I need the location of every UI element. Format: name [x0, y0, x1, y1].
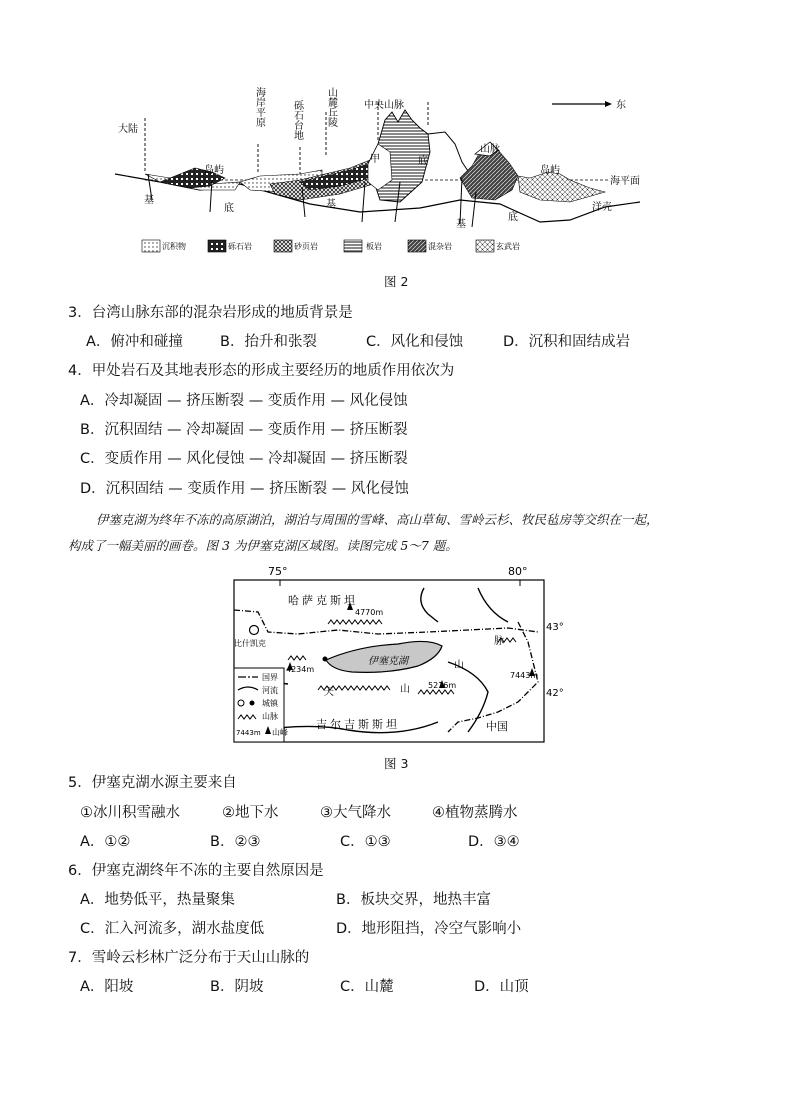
q4-option-d: D．沉积固结 — 变质作用 — 挤压断裂 — 风化侵蚀 — [80, 481, 409, 497]
figure-2-cross-section — [100, 82, 680, 260]
passage-line-1: 伊塞克湖为终年不冻的高原湖泊，湖泊与周围的雪峰、高山草甸、雪岭云杉、牧民毡房等交织在一起， — [96, 512, 659, 527]
q5-item-4: ④植物蒸腾水 — [432, 805, 518, 821]
q5-item-3: ③大气降水 — [320, 805, 391, 821]
q3-option-d: D．沉积和固结成岩 — [503, 334, 631, 350]
q5-option-a: A．①② — [80, 834, 131, 850]
peak-2-label: 4234m — [286, 665, 315, 674]
q5-option-c: C．①③ — [340, 834, 391, 850]
bottom-label-3: 底 — [508, 212, 518, 223]
q6-option-d: D．地形阻挡，冷空气影响小 — [336, 921, 522, 937]
svg-text:板岩: 板岩 — [366, 242, 382, 251]
central-range-label: 中央山脉 — [364, 100, 404, 111]
q7-option-b: B．阴坡 — [210, 979, 264, 995]
svg-text:山脉: 山脉 — [262, 712, 278, 721]
q5-item-1: ①冰川积雪融水 — [80, 805, 180, 821]
mainland-label: 大陆 — [118, 124, 138, 135]
q5-option-d: D．③④ — [468, 834, 520, 850]
svg-text:玄武岩: 玄武岩 — [496, 242, 520, 251]
question-7-stem: 7．雪岭云杉林广泛分布于天山山脉的 — [68, 950, 310, 966]
q6-option-c: C．汇入河流多，湖水盐度低 — [80, 921, 265, 937]
figure-3-legend — [234, 668, 288, 742]
town-dot-icon — [323, 657, 328, 662]
q4-option-a: A．冷却凝固 — 挤压断裂 — 变质作用 — 风化侵蚀 — [80, 393, 408, 409]
jia-label: 甲 — [370, 154, 380, 165]
question-4-stem: 4．甲处岩石及其地表形态的形成主要经历的地质作用依次为 — [68, 363, 455, 379]
passage-line-2: 构成了一幅美丽的画卷。图 3 为伊塞克湖区域图。读图完成 5～7 题。 — [68, 538, 458, 553]
bishkek-city-icon — [250, 626, 259, 635]
q7-option-a: A．阳坡 — [80, 979, 134, 995]
island-left-label: 岛屿 — [204, 165, 224, 176]
svg-text:国界: 国界 — [262, 673, 278, 682]
peak-1-label: 4770m — [355, 608, 384, 617]
svg-text:7443m: 7443m — [236, 729, 261, 737]
q4-option-b: B．沉积固结 — 冷却凝固 — 变质作用 — 挤压断裂 — [80, 422, 408, 438]
figure-2-caption: 图 2 — [384, 274, 409, 289]
bottom-label-1: 底 — [224, 203, 234, 214]
basement-label-3: 基 — [456, 219, 466, 230]
basement-label-2: 基 — [326, 199, 336, 210]
lat-42-label: 42° — [546, 688, 564, 699]
basement-label-1: 基 — [144, 195, 154, 206]
question-6-stem: 6．伊塞克湖终年不冻的主要自然原因是 — [68, 863, 324, 879]
svg-text:沉积物: 沉积物 — [162, 242, 186, 251]
bottom-label-2: 底 — [418, 156, 428, 167]
figure-3-map — [228, 562, 568, 747]
oceanic-crust-label: 洋壳 — [592, 202, 612, 213]
china-label: 中国 — [486, 720, 508, 733]
q3-option-c: C．风化和侵蚀 — [366, 334, 464, 350]
foothill-label: 山麓丘陵 — [325, 87, 337, 127]
mai-label: 脉 — [494, 636, 504, 647]
lon-75-label: 75° — [268, 565, 288, 578]
figure-3-caption: 图 3 — [384, 756, 409, 771]
question-5-stem: 5．伊塞克湖水源主要来自 — [68, 775, 237, 791]
east-label: 东 — [616, 100, 626, 111]
bishkek-label: 比什凯克 — [234, 639, 266, 648]
mountain-label: 山脉 — [480, 144, 500, 155]
q5-option-b: B．②③ — [210, 834, 261, 850]
lat-43-label: 43° — [546, 622, 564, 633]
island-right-label: 岛屿 — [540, 165, 560, 176]
kyrgyzstan-label: 吉尔吉斯斯坦 — [316, 718, 400, 731]
kazakhstan-label: 哈萨克斯坦 — [288, 594, 358, 607]
svg-text:河流: 河流 — [262, 686, 278, 695]
q4-option-c: C．变质作用 — 风化侵蚀 — 冷却凝固 — 挤压断裂 — [80, 451, 408, 467]
q6-option-a: A．地势低平，热量聚集 — [80, 892, 235, 908]
gravel-terrace-label: 砾石台地 — [291, 100, 303, 140]
svg-text:混杂岩: 混杂岩 — [428, 242, 452, 251]
figure-2-legend — [142, 240, 520, 252]
sea-level-label: 海平面 — [610, 176, 640, 187]
lon-80-label: 80° — [508, 565, 528, 578]
svg-text:城镇: 城镇 — [262, 699, 278, 708]
q3-option-b: B．抬升和张裂 — [220, 334, 317, 350]
coastal-plain-label: 海岸平原 — [253, 87, 265, 127]
question-3-stem: 3．台湾山脉东部的混杂岩形成的地质背景是 — [68, 305, 353, 321]
lake-label: 伊塞克湖 — [368, 656, 408, 667]
tian-label: 天 — [324, 687, 334, 698]
q5-item-2: ②地下水 — [222, 805, 279, 821]
east-arrow — [552, 101, 612, 107]
q7-option-c: C．山麓 — [340, 979, 394, 995]
shan-label: 山 — [400, 684, 410, 695]
svg-text:砂页岩: 砂页岩 — [294, 242, 318, 251]
peak-3-label: 5216m — [428, 681, 457, 690]
svg-text:山峰: 山峰 — [272, 728, 288, 737]
shan-2-label: 山 — [454, 660, 464, 671]
q3-option-a: A．俯冲和碰撞 — [86, 334, 183, 350]
svg-text:砾石岩: 砾石岩 — [228, 242, 252, 251]
q6-option-b: B．板块交界，地热丰富 — [336, 892, 491, 908]
q7-option-d: D．山顶 — [474, 979, 529, 995]
peak-4-label: 7443m — [510, 671, 539, 680]
